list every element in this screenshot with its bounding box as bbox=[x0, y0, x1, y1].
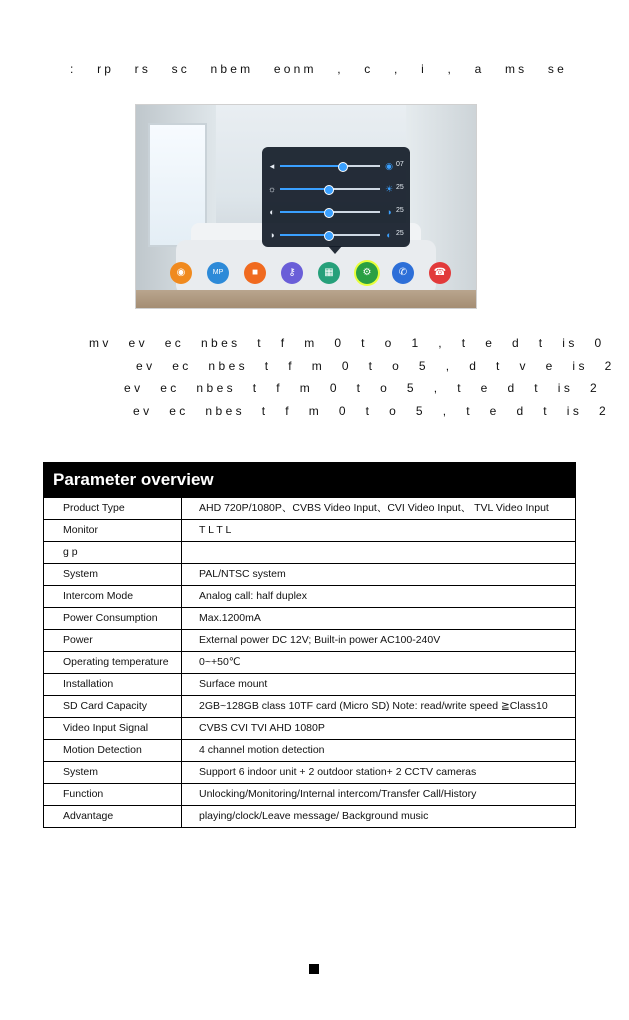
hangup-icon[interactable]: ☎ bbox=[429, 262, 451, 284]
param-key: Function bbox=[63, 788, 104, 800]
volume-high-icon: ◉ bbox=[385, 161, 393, 171]
monitor-screenshot bbox=[135, 104, 477, 309]
slider-track bbox=[280, 234, 380, 236]
table-row bbox=[44, 673, 575, 695]
intro-text: : rp rs sc nbem eonm , c , i , a ms se bbox=[70, 62, 567, 76]
slider-knob[interactable] bbox=[324, 185, 334, 195]
table-row bbox=[44, 607, 575, 629]
param-value: PAL/NTSC system bbox=[181, 564, 575, 585]
param-key: Power Consumption bbox=[63, 612, 158, 624]
table-row bbox=[44, 541, 575, 563]
slider-contrast[interactable] bbox=[262, 228, 410, 242]
param-key: System bbox=[63, 766, 99, 778]
mp-icon[interactable]: MP bbox=[207, 262, 229, 284]
param-key: Monitor bbox=[63, 524, 99, 536]
param-value: 2GB~128GB class 10TF card (Micro SD) Note: read/write speed ≧Class10 bbox=[181, 696, 575, 717]
note-color: ev ec nbes t f m 0 t o 5 , t e d t is 2 bbox=[124, 381, 601, 395]
param-value: playing/clock/Leave message/ Background music bbox=[181, 806, 575, 827]
param-key: Motion Detection bbox=[63, 744, 142, 756]
call-icon[interactable]: ✆ bbox=[392, 262, 414, 284]
param-value: 0~+50℃ bbox=[181, 652, 575, 673]
param-value bbox=[181, 542, 575, 563]
param-value: CVBS CVI TVI AHD 1080P bbox=[181, 718, 575, 739]
floor bbox=[136, 290, 476, 308]
param-key: g p bbox=[63, 546, 78, 558]
panel-pointer bbox=[328, 246, 342, 254]
param-key: Advantage bbox=[63, 810, 114, 822]
slider-volume[interactable] bbox=[262, 159, 410, 173]
slider-color[interactable] bbox=[262, 205, 410, 219]
param-value: Analog call: half duplex bbox=[181, 586, 575, 607]
volume-low-icon: ◂ bbox=[269, 161, 275, 171]
color-value: 25 bbox=[396, 207, 404, 214]
table-row bbox=[44, 805, 575, 827]
slider-knob[interactable] bbox=[324, 231, 334, 241]
slider-brightness[interactable] bbox=[262, 182, 410, 196]
note-brightness: ev ec nbes t f m 0 t o 5 , d t v e is 2 bbox=[136, 359, 615, 373]
table-row bbox=[44, 695, 575, 717]
adjustment-panel bbox=[262, 147, 410, 247]
param-value: T L T L bbox=[181, 520, 575, 541]
table-row bbox=[44, 783, 575, 805]
record-icon[interactable]: ■ bbox=[244, 262, 266, 284]
param-value: AHD 720P/1080P、CVBS Video Input、CVI Video Input、 TVL Video Input bbox=[181, 498, 575, 519]
param-key: Operating temperature bbox=[63, 656, 169, 668]
contrast-high-icon: ◐ bbox=[386, 230, 392, 240]
slider-knob[interactable] bbox=[324, 208, 334, 218]
volume-value: 07 bbox=[396, 161, 404, 168]
menu-icon-bar bbox=[170, 262, 450, 288]
parameter-table bbox=[43, 462, 576, 828]
table-row bbox=[44, 739, 575, 761]
page-marker bbox=[309, 964, 319, 974]
param-key: Installation bbox=[63, 678, 114, 690]
slider-track bbox=[280, 188, 380, 190]
slider-knob[interactable] bbox=[338, 162, 348, 172]
monitor-icon[interactable]: ◉ bbox=[170, 262, 192, 284]
slider-track bbox=[280, 211, 380, 213]
table-row bbox=[44, 497, 575, 519]
param-value: Max.1200mA bbox=[181, 608, 575, 629]
table-row bbox=[44, 761, 575, 783]
param-key: Video Input Signal bbox=[63, 722, 149, 734]
param-value: Surface mount bbox=[181, 674, 575, 695]
table-row bbox=[44, 585, 575, 607]
brightness-value: 25 bbox=[396, 184, 404, 191]
slider-track bbox=[280, 165, 380, 167]
param-value: Support 6 indoor unit + 2 outdoor station+ 2 CCTV cameras bbox=[181, 762, 575, 783]
note-contrast: ev ec nbes t f m 0 t o 5 , t e d t is 2 bbox=[133, 404, 610, 418]
table-row bbox=[44, 519, 575, 541]
param-key: Product Type bbox=[63, 502, 125, 514]
table-row bbox=[44, 563, 575, 585]
param-key: Power bbox=[63, 634, 93, 646]
param-key: System bbox=[63, 568, 99, 580]
contrast-low-icon: ◑ bbox=[269, 230, 275, 240]
param-key: Intercom Mode bbox=[63, 590, 134, 602]
table-row bbox=[44, 629, 575, 651]
brightness-high-icon: ☀ bbox=[384, 184, 394, 194]
param-value: External power DC 12V; Built-in power AC100-240V bbox=[181, 630, 575, 651]
contrast-value: 25 bbox=[396, 230, 404, 237]
brightness-low-icon: ☼ bbox=[267, 184, 277, 194]
color-low-icon: ◐ bbox=[269, 207, 275, 217]
table-row bbox=[44, 717, 575, 739]
note-volume: mv ev ec nbes t f m 0 t o 1 , t e d t is 0 bbox=[89, 336, 605, 350]
param-value: 4 channel motion detection bbox=[181, 740, 575, 761]
settings-icon[interactable]: ⚙ bbox=[356, 262, 378, 284]
gallery-icon[interactable]: ▦ bbox=[318, 262, 340, 284]
color-high-icon: ◑ bbox=[386, 207, 392, 217]
param-value: Unlocking/Monitoring/Internal intercom/Transfer Call/History bbox=[181, 784, 575, 805]
param-key: SD Card Capacity bbox=[63, 700, 148, 712]
parameter-title: Parameter overview bbox=[44, 463, 575, 497]
table-row bbox=[44, 651, 575, 673]
key-icon[interactable]: ⚷ bbox=[281, 262, 303, 284]
